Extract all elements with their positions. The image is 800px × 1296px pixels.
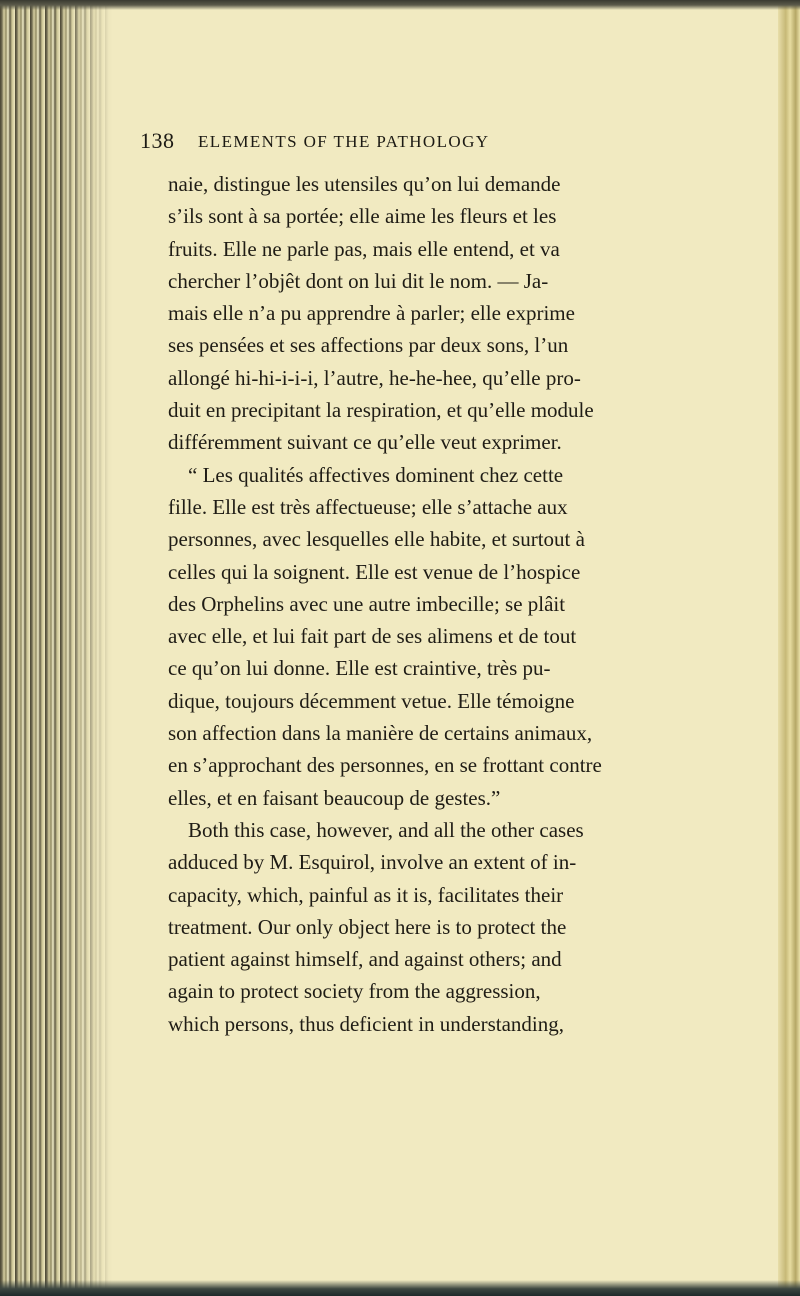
text-line: capacity, which, painful as it is, facilitates their — [168, 882, 564, 907]
text-line: en s’approchant des personnes, en se frottant contre — [168, 753, 602, 778]
text-line: différemment suivant ce qu’elle veut exprimer. — [168, 430, 562, 455]
book-binding-left-edge — [0, 0, 112, 1296]
page-number: 138 — [140, 128, 175, 153]
text-line: duit en precipitant la respiration, et qu’elle module — [168, 398, 594, 423]
text-line: chercher l’objêt dont on lui dit le nom. — Ja- — [168, 268, 549, 293]
text-line: patient against himself, and against others; and — [168, 947, 562, 972]
text-line: fille. Elle est très affectueuse; elle s’attache aux — [168, 494, 568, 519]
page-bottom-edge — [0, 1280, 800, 1296]
text-line: ce qu’on lui donne. Elle est craintive, très pu- — [168, 656, 551, 681]
text-line: mais elle n’a pu apprendre à parler; elle exprime — [168, 301, 575, 326]
text-line: “ Les qualités affectives dominent chez cette — [188, 462, 564, 487]
text-line: naie, distingue les utensiles qu’on lui demande — [168, 172, 561, 196]
text-line: Both this case, however, and all the other cases — [188, 817, 584, 842]
text-line: which persons, thus deficient in understanding, — [168, 1011, 565, 1036]
text-line: elles, et en faisant beaucoup de gestes.” — [168, 785, 501, 810]
text-line: son affection dans la manière de certains animaux, — [168, 721, 593, 746]
text-line: dique, toujours décemment vetue. Elle témoigne — [168, 688, 575, 713]
text-line: adduced by M. Esquirol, involve an extent of in- — [168, 850, 577, 875]
text-line: ses pensées et ses affections par deux sons, l’un — [168, 333, 569, 358]
text-line: celles qui la soignent. Elle est venue de l’hospice — [168, 559, 581, 584]
book-binding-right-edge — [778, 0, 800, 1296]
page-top-edge — [0, 0, 800, 10]
text-line: fruits. Elle ne parle pas, mais elle entend, et va — [168, 236, 560, 261]
text-line: personnes, avec lesquelles elle habite, et surtout à — [168, 527, 585, 552]
body-text — [168, 168, 768, 1040]
text-line: again to protect society from the aggression, — [168, 979, 541, 1004]
running-head — [140, 128, 660, 164]
text-line: treatment. Our only object here is to protect the — [168, 914, 567, 939]
running-head-title: ELEMENTS OF THE PATHOLOGY — [198, 132, 490, 151]
text-line: s’ils sont à sa portée; elle aime les fleurs et les — [168, 204, 557, 229]
text-line: allongé hi-hi-i-i-i, l’autre, he-he-hee, qu’elle pro- — [168, 365, 581, 390]
text-line: avec elle, et lui fait part de ses alimens et de tout — [168, 624, 577, 649]
text-line: des Orphelins avec une autre imbecille; se plâit — [168, 591, 566, 616]
